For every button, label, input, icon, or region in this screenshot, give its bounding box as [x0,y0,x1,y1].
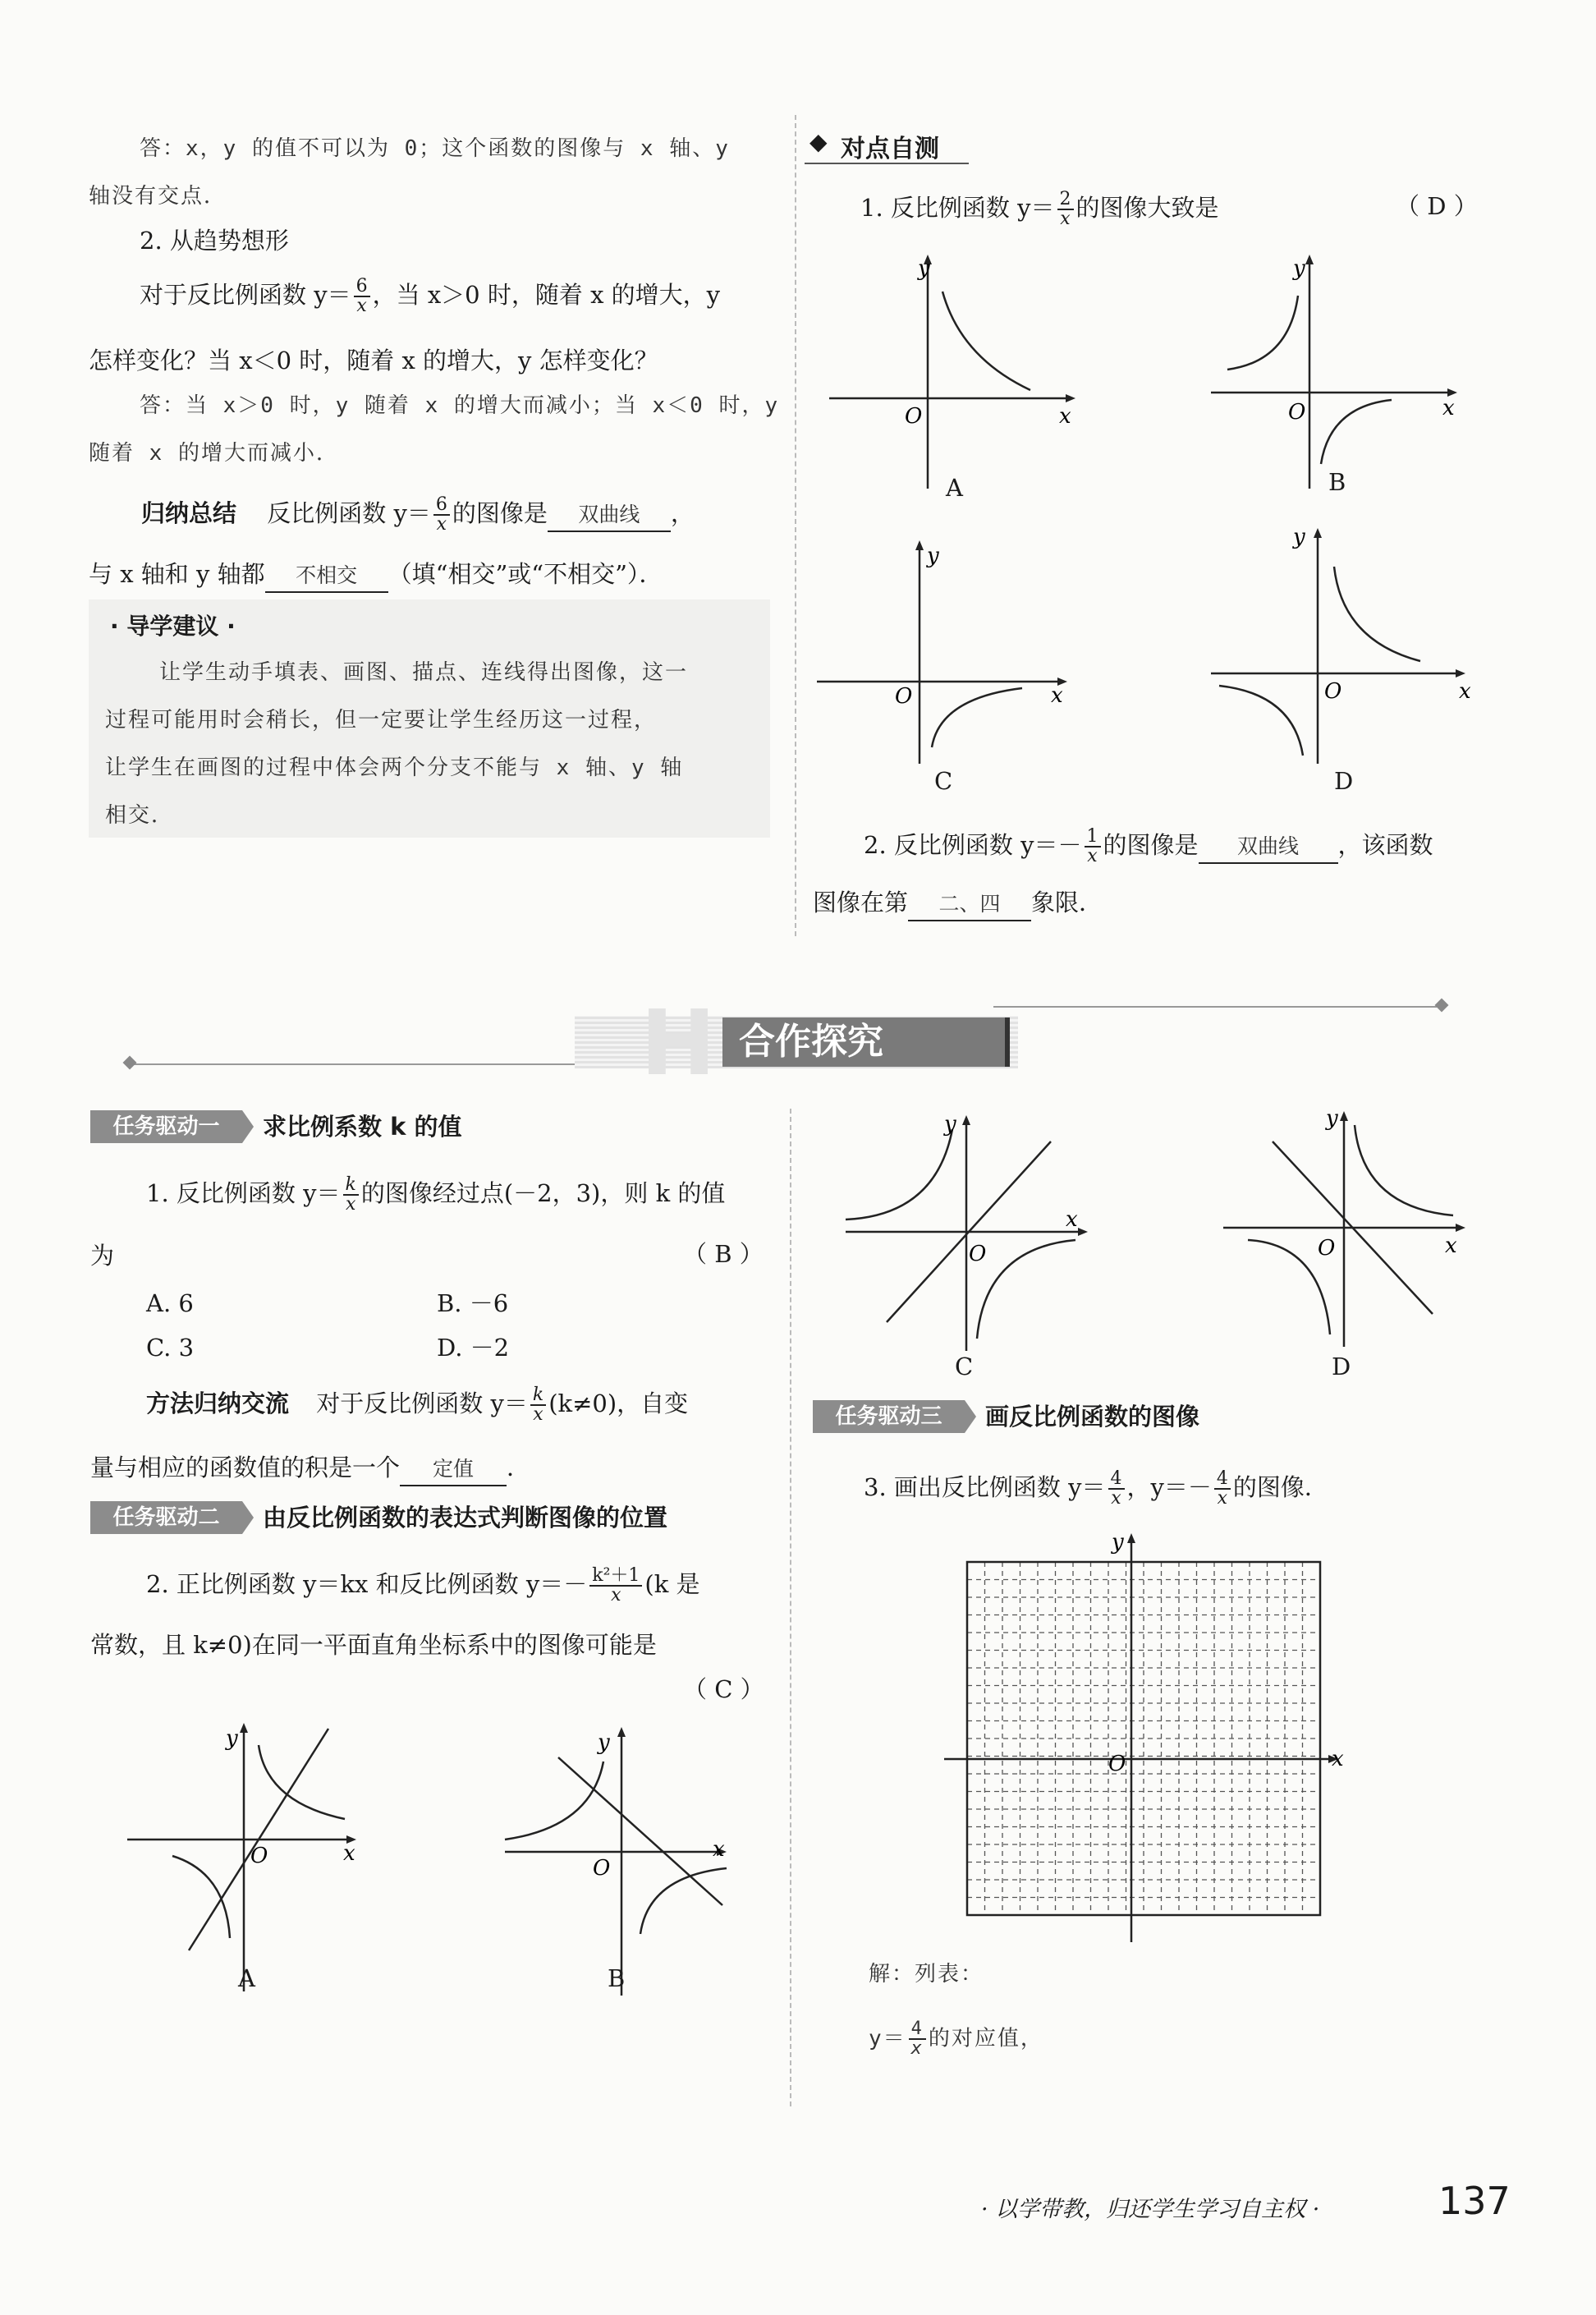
origin-label: O [593,1856,611,1881]
origin-label: O [1108,1752,1126,1776]
column-divider-top [795,115,796,936]
x-label: x [1442,396,1455,420]
x-label: x [1066,1207,1078,1232]
answer-2-line2: 随着 x 的增大而减小． [89,441,339,466]
x-label: x [1059,404,1071,429]
banner-bar [1005,1017,1010,1067]
section-title: 合作探究 [722,1017,1010,1067]
blank-hyperbola: 双曲线 [548,499,671,532]
heading-trend: 2. 从趋势想形 [140,227,289,255]
y-label: y [1112,1530,1124,1555]
fraction: $\frac{\text{k²＋1}}{x}$ [589,1567,642,1605]
method-label: 方法归纳交流 [146,1389,290,1417]
task2-answer: （ C ） [683,1675,764,1703]
y-label: y [226,1726,238,1751]
task2-graph-d [1215,1100,1486,1347]
solution-line1: 解：列表： [869,1962,984,1987]
question-2-line2: 怎样变化？当 x＜0 时，随着 x 的增大，y 怎样变化？ [89,347,658,374]
option-c: C. 3 [146,1334,195,1362]
summary-label: 归纳总结 [141,499,237,527]
origin-label: O [1288,400,1306,425]
fraction: $\frac{k}{x}$ [530,1386,546,1424]
y-label: y [927,544,939,568]
y-label: y [918,256,930,281]
fraction: $\frac{6}{x}$ [433,496,450,534]
selftest-graph-a [829,250,1092,489]
banner-letter: H [640,990,717,1095]
diamond-icon [123,1056,137,1070]
guide-line1: 让学生动手填表、画图、描点、连线得出图像，这一 [159,660,689,685]
origin-label: O [905,404,923,429]
origin-label: O [1324,679,1342,704]
fraction: $\frac{4}{x}$ [1214,1470,1231,1508]
self-test-header: ◆ 对点自测 [805,125,969,164]
selftest-graph-b [1211,250,1474,489]
guide-line4: 相交． [105,803,175,828]
fraction: $\frac{1}{x}$ [1085,828,1101,866]
solution-line2: y＝ $\frac{4}{x}$ 的对应值， [869,2019,1043,2059]
blank-hyperbola-2: 双曲线 [1199,831,1338,864]
task1-answer: （ B ） [683,1240,764,1268]
task2-graph-c [837,1105,1108,1351]
fraction: $\frac{4}{x}$ [1108,1470,1125,1508]
section-banner [131,990,1445,1095]
selftest-q2-line2: 图像在第 二、四 象限． [813,887,1103,921]
task-2-header: 任务驱动二 由反比例函数的表达式判断图像的位置 [90,1501,772,1534]
selftest-graph-d [1211,526,1482,764]
task2-label-c: C [955,1353,974,1380]
task2-label-b: B [608,1964,626,1992]
task2-question: 2. 正比例函数 y＝kx 和反比例函数 y＝－ $\frac{\text{k²＋1}}{x}$ (k 是 [146,1565,700,1605]
selftest-label-b: B [1328,468,1346,496]
option-b: B. －6 [437,1289,509,1317]
selftest-label-a: A [946,474,963,502]
task2-question-line2: 常数，且 k≠0)在同一平面直角坐标系中的图像可能是 [90,1631,657,1659]
x-label: x [1459,679,1471,704]
task-1-header: 任务驱动一 求比例系数 k 的值 [90,1110,772,1143]
guide-box [89,599,770,838]
selftest-label-d: D [1334,767,1354,795]
fraction: $\frac{6}{x}$ [354,278,370,315]
selftest-q1: 1. 反比例函数 y＝ $\frac{2}{x}$ 的图像大致是 [860,189,1219,229]
selftest-graph-c [817,534,1080,764]
summary-line2: 与 x 轴和 y 轴都 不相交 （填“相交”或“不相交”）． [89,558,663,593]
diamond-icon [1435,999,1449,1013]
x-label: x [1445,1233,1457,1258]
answer-1-line1: 答：x，y 的值不可以为 0；这个函数的图像与 x 轴、y [140,136,730,161]
guide-line3: 让学生在画图的过程中体会两个分支不能与 x 轴、y 轴 [105,756,684,780]
x-label: x [713,1837,725,1862]
x-label: x [1332,1747,1344,1771]
page-number: 137 [1438,2179,1511,2223]
selftest-q2-line1: 2. 反比例函数 y＝－ $\frac{1}{x}$ 的图像是 双曲线 ，该函数 [864,826,1433,866]
task2-graph-b [501,1716,747,1996]
banner-rule-left [131,1063,608,1065]
method-line2: 量与相应的函数值的积是一个 定值 ． [90,1452,530,1486]
footer-motto: · 以学带教，归还学生学习自主权 · [981,2197,1320,2222]
guide-title: · 导学建议 · [110,613,236,640]
x-label: x [343,1841,355,1866]
task1-question-line2: 为 [90,1242,115,1270]
task2-label-a: A [238,1964,255,1992]
y-label: y [944,1112,956,1137]
origin-label: O [250,1844,268,1868]
grid-lines [967,1562,1320,1915]
summary-line1: 归纳总结 反比例函数 y＝ $\frac{6}{x}$ 的图像是 双曲线 ， [141,494,695,535]
fraction: $\frac{k}{x}$ [343,1176,359,1214]
x-label: x [1051,683,1063,708]
origin-label: O [969,1242,987,1266]
option-a: A. 6 [146,1289,194,1317]
fraction: $\frac{4}{x}$ [909,2020,926,2058]
blank-constant: 定值 [400,1454,507,1486]
banner-rule-right [993,1006,1437,1008]
origin-label: O [895,684,913,709]
answer-1-line2: 轴没有交点． [89,184,227,209]
y-label: y [1326,1106,1338,1131]
answer-2-line1: 答：当 x＞0 时，y 随着 x 的增大而减小；当 x＜0 时，y [140,393,780,418]
diamond-icon: ◆ [809,128,828,155]
task2-label-d: D [1332,1353,1351,1380]
fraction: $\frac{2}{x}$ [1057,191,1074,228]
task2-graph-a [123,1712,378,1991]
y-label: y [1293,256,1305,281]
method-line1: 方法归纳交流 对于反比例函数 y＝ $\frac{k}{x}$ (k≠0)，自变 [146,1385,689,1425]
task-3-header: 任务驱动三 画反比例函数的图像 [813,1400,1494,1433]
selftest-label-c: C [934,767,953,795]
task3-question: 3. 画出反比例函数 y＝ $\frac{4}{x}$ ，y＝－ $\frac{4}{x}$ 的图像． [864,1468,1328,1509]
guide-line2: 过程可能用时会稍长，但一定要让学生经历这一过程， [105,708,658,733]
column-divider-bottom [790,1109,791,2106]
task1-question: 1. 反比例函数 y＝ $\frac{k}{x}$ 的图像经过点(－2，3)，则 k 的值 [146,1174,726,1215]
y-label: y [1293,526,1305,549]
option-d: D. －2 [437,1334,510,1362]
y-label: y [598,1730,610,1755]
origin-label: O [1318,1236,1336,1261]
blank-quadrants: 二、四 [908,889,1031,921]
blank-coordinate-grid[interactable] [944,1527,1355,1946]
question-2-line1: 对于反比例函数 y＝ $\frac{6}{x}$ ，当 x＞0 时，随着 x 的增大，y [140,276,721,316]
selftest-q1-answer: （ D ） [1396,192,1478,220]
blank-not-intersect: 不相交 [265,560,388,593]
